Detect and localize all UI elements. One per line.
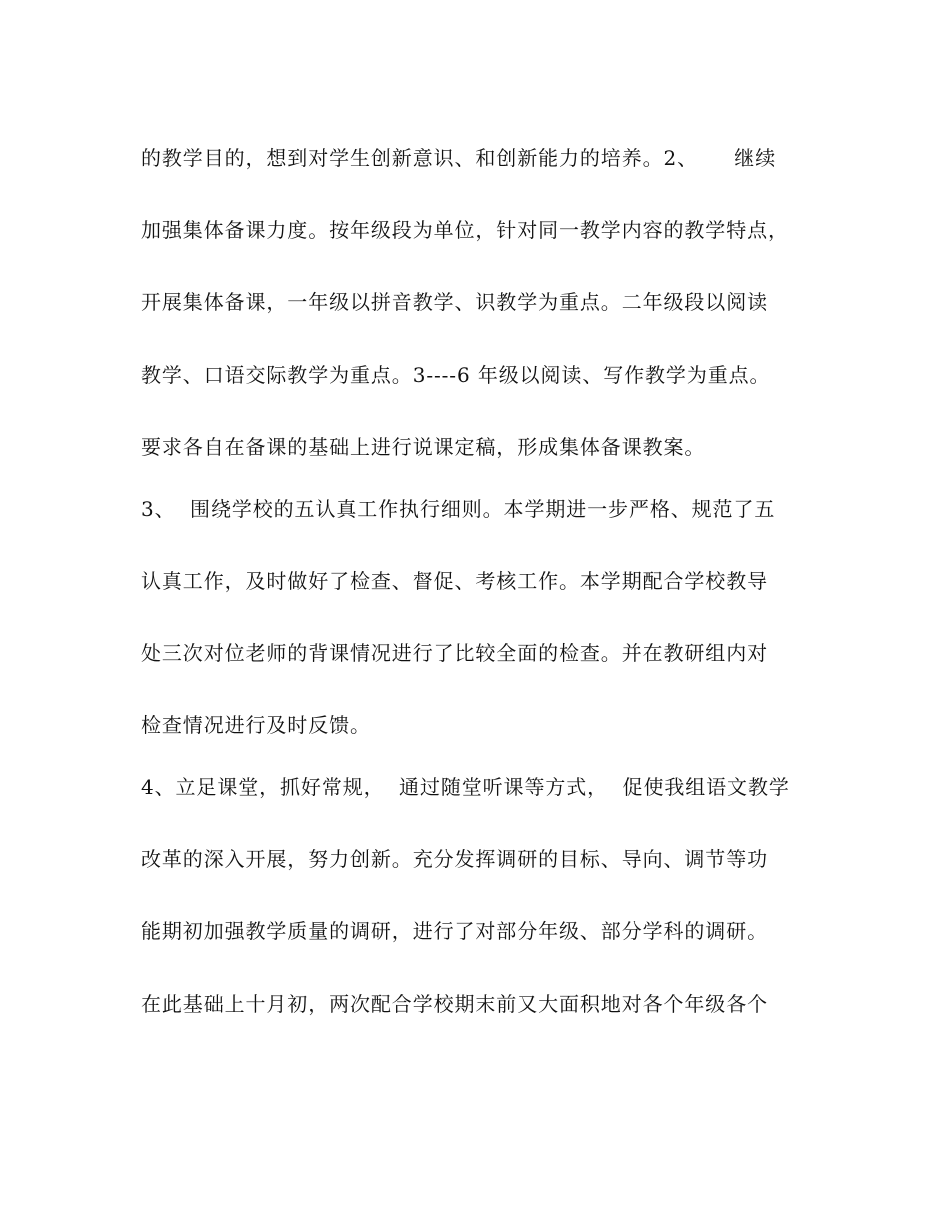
- body-text-line: 教学、口语交际教学为重点。3----6 年级以阅读、写作教学为重点。: [141, 363, 771, 387]
- body-text-line: 要求各自在备课的基础上进行说课定稿，形成集体备课教案。: [141, 435, 706, 459]
- body-text-line: 认真工作，及时做好了检查、督促、考核工作。本学期配合学校教导: [141, 569, 768, 593]
- body-text-line: 的教学目的，想到对学生创新意识、和创新能力的培养。2、 继续: [141, 146, 777, 170]
- body-text-line: 4、立足课堂，抓好常规， 通过随堂听课等方式， 促使我组语文教学: [141, 775, 790, 799]
- body-text-line: 处三次对位老师的背课情况进行了比较全面的检查。并在教研组内对: [141, 641, 768, 665]
- body-text-line: 改革的深入开展，努力创新。充分发挥调研的目标、导向、调节等功: [141, 847, 768, 871]
- body-text-line: 在此基础上十月初，两次配合学校期末前又大面积地对各个年级各个: [141, 992, 768, 1016]
- body-text-line: 能期初加强教学质量的调研，进行了对部分年级、部分学科的调研。: [141, 919, 768, 943]
- body-text-line: 3、 围绕学校的五认真工作执行细则。本学期进一步严格、规范了五: [141, 497, 776, 521]
- body-text-line: 检查情况进行及时反馈。: [141, 713, 371, 737]
- body-text-line: 开展集体备课，一年级以拼音教学、识教学为重点。二年级段以阅读: [141, 290, 768, 314]
- body-text-line: 加强集体备课力度。按年级段为单位，针对同一教学内容的教学特点，: [141, 218, 789, 242]
